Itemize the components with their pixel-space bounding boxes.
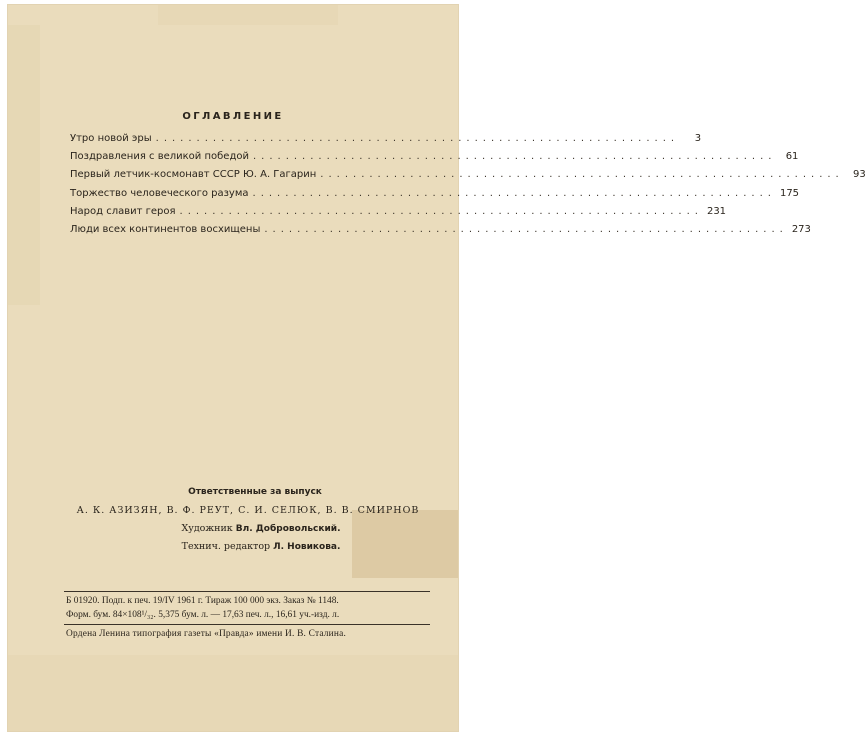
toc-entry[interactable] bbox=[70, 151, 799, 169]
toc-entry-title: Народ славит героя bbox=[70, 205, 176, 217]
artist-name: Вл. Добровольский. bbox=[235, 524, 341, 534]
toc-entry-title: Торжество человеческого разума bbox=[70, 187, 249, 199]
paper-stain bbox=[8, 25, 40, 305]
imprint-line-3: Ордена Ленина типография газеты «Правда» имени И. В. Сталина. bbox=[66, 629, 347, 639]
table-of-contents bbox=[70, 133, 866, 242]
credits-block bbox=[8, 487, 458, 559]
toc-entry[interactable] bbox=[70, 169, 866, 187]
paper-stain bbox=[8, 655, 458, 731]
editor-label: Технич. редактор bbox=[181, 541, 271, 552]
toc-entry-title: Поздравления с великой победой bbox=[70, 151, 249, 163]
toc-leader-dots: ................................................................ bbox=[264, 223, 788, 235]
toc-entry[interactable] bbox=[70, 223, 811, 242]
toc-entry-page: 273 bbox=[791, 223, 811, 235]
toc-entry[interactable] bbox=[70, 205, 727, 224]
imprint-line-2: Форм. бум. 84×108¹/₃₂. 5,375 бум. л. — 17,63 печ. л., 16,61 уч.-изд. л. bbox=[66, 610, 340, 620]
toc-entry-title: Утро новой эры bbox=[70, 133, 152, 144]
toc-entry[interactable] bbox=[70, 187, 800, 206]
toc-entry-page: 61 bbox=[785, 151, 799, 163]
toc-entry-title: Первый летчик-космонавт СССР Ю. А. Гагарин bbox=[70, 169, 317, 181]
toc-title: ОГЛАВЛЕНИЕ bbox=[182, 111, 284, 122]
paper-stain bbox=[158, 5, 338, 25]
credits-heading: Ответственные за выпуск bbox=[188, 487, 322, 497]
artist-label: Художник bbox=[181, 523, 233, 534]
toc-leader-dots: ................................................................ bbox=[179, 205, 703, 217]
toc-entry-page: 231 bbox=[706, 205, 727, 217]
toc-leader-dots: ................................................................ bbox=[252, 151, 777, 163]
toc-entry[interactable] bbox=[70, 133, 702, 151]
editor-name: Л. Новикова. bbox=[273, 542, 341, 552]
toc-entry-page: 175 bbox=[779, 187, 800, 199]
credits-names: А. К. АЗИЗЯН, В. Ф. РЕУТ, С. И. СЕЛЮК, В. В. СМИРНОВ bbox=[76, 505, 420, 516]
book-page bbox=[8, 5, 866, 731]
imprint-line-1: Б 01920. Подп. к печ. 19/IV 1961 г. Тираж 100 000 экз. Заказ № 1148. bbox=[66, 596, 339, 606]
imprint-block bbox=[64, 591, 430, 640]
toc-entry-page: 3 bbox=[694, 133, 702, 144]
toc-leader-dots: ................................................................ bbox=[252, 187, 776, 199]
toc-leader-dots: ................................................................ bbox=[320, 169, 844, 181]
toc-entry-title: Люди всех континентов восхищены bbox=[70, 223, 261, 235]
toc-leader-dots: ................................................................ bbox=[155, 133, 680, 144]
artist-credit bbox=[64, 523, 458, 534]
editor-credit bbox=[64, 541, 458, 552]
toc-entry-page: 93 bbox=[853, 169, 866, 181]
